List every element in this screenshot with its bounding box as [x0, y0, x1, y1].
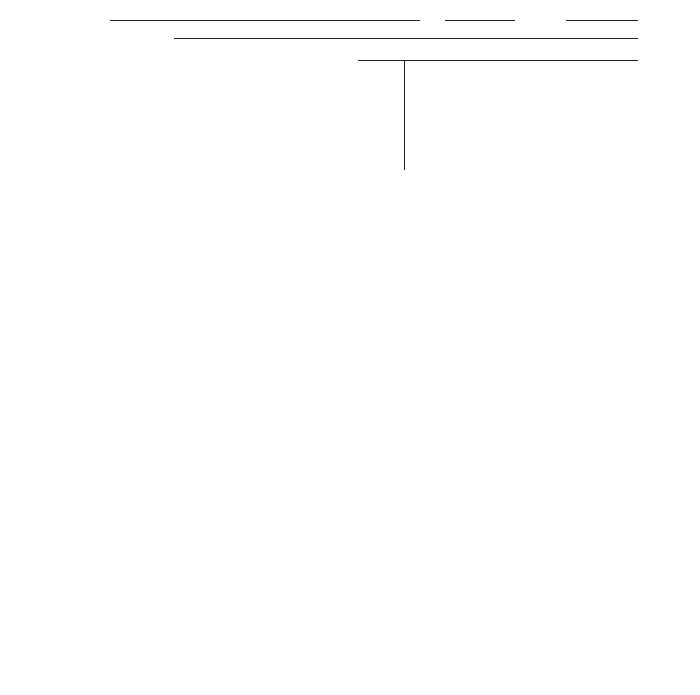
gender-field[interactable]	[566, 20, 638, 21]
reason-field[interactable]	[174, 38, 638, 39]
patient-field[interactable]	[110, 20, 420, 21]
history-column-divider	[404, 60, 405, 170]
age-field[interactable]	[445, 20, 515, 21]
history-table-top-rule	[358, 60, 638, 61]
